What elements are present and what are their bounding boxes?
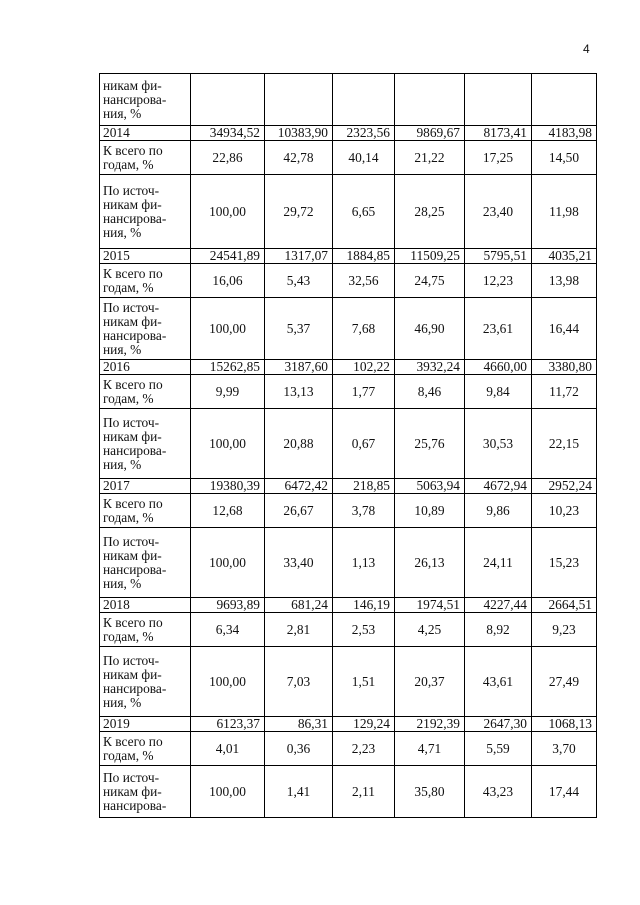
value-cell: 3,78 bbox=[333, 494, 395, 528]
value-cell: 4183,98 bbox=[532, 126, 597, 141]
value-cell: 6,65 bbox=[333, 175, 395, 249]
row-label: По источ-никам фи-нансирова-ния, % bbox=[100, 409, 191, 479]
value-cell: 22,86 bbox=[191, 141, 265, 175]
table-row bbox=[100, 175, 597, 249]
year-row bbox=[100, 360, 597, 375]
table-row bbox=[100, 74, 597, 126]
value-cell: 2323,56 bbox=[333, 126, 395, 141]
value-cell: 1,77 bbox=[333, 375, 395, 409]
value-cell: 5,37 bbox=[265, 298, 333, 360]
value-cell: 4,71 bbox=[395, 732, 465, 766]
value-cell: 9869,67 bbox=[395, 126, 465, 141]
value-cell: 11,72 bbox=[532, 375, 597, 409]
table-row bbox=[100, 494, 597, 528]
value-cell: 5063,94 bbox=[395, 479, 465, 494]
value-cell: 9693,89 bbox=[191, 598, 265, 613]
value-cell: 15262,85 bbox=[191, 360, 265, 375]
value-cell: 5,43 bbox=[265, 264, 333, 298]
value-cell: 43,23 bbox=[465, 766, 532, 818]
value-cell: 13,13 bbox=[265, 375, 333, 409]
row-label: По источ-никам фи-нансирова-ния, % bbox=[100, 647, 191, 717]
value-cell: 8,92 bbox=[465, 613, 532, 647]
value-cell: 7,68 bbox=[333, 298, 395, 360]
table-row bbox=[100, 298, 597, 360]
value-cell: 7,03 bbox=[265, 647, 333, 717]
value-cell: 4660,00 bbox=[465, 360, 532, 375]
value-cell: 100,00 bbox=[191, 766, 265, 818]
row-label: По источ-никам фи-нансирова-ния, % bbox=[100, 298, 191, 360]
value-cell bbox=[333, 74, 395, 126]
row-label: К всего по годам, % bbox=[100, 264, 191, 298]
value-cell: 26,67 bbox=[265, 494, 333, 528]
value-cell: 8,46 bbox=[395, 375, 465, 409]
value-cell: 2,23 bbox=[333, 732, 395, 766]
value-cell: 2952,24 bbox=[532, 479, 597, 494]
value-cell bbox=[532, 74, 597, 126]
year-row bbox=[100, 126, 597, 141]
value-cell: 9,84 bbox=[465, 375, 532, 409]
year-row bbox=[100, 479, 597, 494]
table-body bbox=[100, 74, 597, 818]
value-cell: 1068,13 bbox=[532, 717, 597, 732]
value-cell: 3,70 bbox=[532, 732, 597, 766]
year-cell: 2014 bbox=[100, 126, 191, 141]
value-cell: 2647,30 bbox=[465, 717, 532, 732]
value-cell: 23,61 bbox=[465, 298, 532, 360]
value-cell: 10,23 bbox=[532, 494, 597, 528]
value-cell: 2664,51 bbox=[532, 598, 597, 613]
year-cell: 2017 bbox=[100, 479, 191, 494]
year-cell: 2019 bbox=[100, 717, 191, 732]
value-cell: 11,98 bbox=[532, 175, 597, 249]
value-cell: 27,49 bbox=[532, 647, 597, 717]
value-cell: 129,24 bbox=[333, 717, 395, 732]
table-row bbox=[100, 647, 597, 717]
row-label: К всего по годам, % bbox=[100, 494, 191, 528]
value-cell: 20,88 bbox=[265, 409, 333, 479]
value-cell: 40,14 bbox=[333, 141, 395, 175]
value-cell: 100,00 bbox=[191, 528, 265, 598]
table-row bbox=[100, 613, 597, 647]
row-label: К всего по годам, % bbox=[100, 375, 191, 409]
row-label: По источ-никам фи-нансирова- bbox=[100, 766, 191, 818]
value-cell: 24,11 bbox=[465, 528, 532, 598]
value-cell: 4672,94 bbox=[465, 479, 532, 494]
value-cell bbox=[465, 74, 532, 126]
value-cell: 10383,90 bbox=[265, 126, 333, 141]
row-label: По источ-никам фи-нансирова-ния, % bbox=[100, 528, 191, 598]
year-row bbox=[100, 598, 597, 613]
value-cell: 1,51 bbox=[333, 647, 395, 717]
value-cell: 146,19 bbox=[333, 598, 395, 613]
value-cell bbox=[395, 74, 465, 126]
value-cell: 21,22 bbox=[395, 141, 465, 175]
value-cell: 2,11 bbox=[333, 766, 395, 818]
value-cell: 12,23 bbox=[465, 264, 532, 298]
value-cell: 17,44 bbox=[532, 766, 597, 818]
value-cell: 32,56 bbox=[333, 264, 395, 298]
table-row bbox=[100, 141, 597, 175]
row-label: По источ-никам фи-нансирова-ния, % bbox=[100, 175, 191, 249]
value-cell: 0,36 bbox=[265, 732, 333, 766]
table-row bbox=[100, 528, 597, 598]
value-cell: 9,86 bbox=[465, 494, 532, 528]
value-cell: 4035,21 bbox=[532, 249, 597, 264]
value-cell: 4,25 bbox=[395, 613, 465, 647]
value-cell: 100,00 bbox=[191, 298, 265, 360]
row-label: К всего по годам, % bbox=[100, 613, 191, 647]
value-cell: 29,72 bbox=[265, 175, 333, 249]
value-cell: 16,44 bbox=[532, 298, 597, 360]
table-row bbox=[100, 766, 597, 818]
value-cell: 9,99 bbox=[191, 375, 265, 409]
year-cell: 2015 bbox=[100, 249, 191, 264]
value-cell: 6123,37 bbox=[191, 717, 265, 732]
year-cell: 2018 bbox=[100, 598, 191, 613]
year-row bbox=[100, 249, 597, 264]
financing-table bbox=[99, 73, 597, 818]
value-cell: 14,50 bbox=[532, 141, 597, 175]
value-cell: 42,78 bbox=[265, 141, 333, 175]
value-cell: 2,53 bbox=[333, 613, 395, 647]
value-cell: 24,75 bbox=[395, 264, 465, 298]
value-cell: 1884,85 bbox=[333, 249, 395, 264]
value-cell: 218,85 bbox=[333, 479, 395, 494]
value-cell: 23,40 bbox=[465, 175, 532, 249]
row-label: никам фи- нансирова- ния, % bbox=[100, 74, 191, 126]
value-cell: 3380,80 bbox=[532, 360, 597, 375]
value-cell: 10,89 bbox=[395, 494, 465, 528]
value-cell: 34934,52 bbox=[191, 126, 265, 141]
row-label: К всего по годам, % bbox=[100, 732, 191, 766]
value-cell: 2,81 bbox=[265, 613, 333, 647]
value-cell: 13,98 bbox=[532, 264, 597, 298]
value-cell: 8173,41 bbox=[465, 126, 532, 141]
value-cell bbox=[191, 74, 265, 126]
value-cell: 4227,44 bbox=[465, 598, 532, 613]
value-cell: 100,00 bbox=[191, 409, 265, 479]
value-cell: 46,90 bbox=[395, 298, 465, 360]
value-cell: 4,01 bbox=[191, 732, 265, 766]
value-cell: 102,22 bbox=[333, 360, 395, 375]
value-cell: 35,80 bbox=[395, 766, 465, 818]
value-cell: 15,23 bbox=[532, 528, 597, 598]
value-cell: 2192,39 bbox=[395, 717, 465, 732]
value-cell: 100,00 bbox=[191, 647, 265, 717]
value-cell: 681,24 bbox=[265, 598, 333, 613]
value-cell: 26,13 bbox=[395, 528, 465, 598]
value-cell: 3932,24 bbox=[395, 360, 465, 375]
value-cell: 17,25 bbox=[465, 141, 532, 175]
table-row bbox=[100, 732, 597, 766]
value-cell: 3187,60 bbox=[265, 360, 333, 375]
value-cell: 16,06 bbox=[191, 264, 265, 298]
year-row bbox=[100, 717, 597, 732]
value-cell: 1,41 bbox=[265, 766, 333, 818]
value-cell: 25,76 bbox=[395, 409, 465, 479]
value-cell: 28,25 bbox=[395, 175, 465, 249]
value-cell: 20,37 bbox=[395, 647, 465, 717]
value-cell: 6472,42 bbox=[265, 479, 333, 494]
table-row bbox=[100, 375, 597, 409]
value-cell: 12,68 bbox=[191, 494, 265, 528]
page-number: 4 bbox=[583, 42, 590, 56]
value-cell: 1,13 bbox=[333, 528, 395, 598]
value-cell: 9,23 bbox=[532, 613, 597, 647]
value-cell: 86,31 bbox=[265, 717, 333, 732]
value-cell: 5,59 bbox=[465, 732, 532, 766]
value-cell: 100,00 bbox=[191, 175, 265, 249]
value-cell: 33,40 bbox=[265, 528, 333, 598]
value-cell: 1974,51 bbox=[395, 598, 465, 613]
table-row bbox=[100, 264, 597, 298]
value-cell: 22,15 bbox=[532, 409, 597, 479]
value-cell: 19380,39 bbox=[191, 479, 265, 494]
row-label: К всего по годам, % bbox=[100, 141, 191, 175]
value-cell: 11509,25 bbox=[395, 249, 465, 264]
value-cell: 30,53 bbox=[465, 409, 532, 479]
value-cell: 0,67 bbox=[333, 409, 395, 479]
year-cell: 2016 bbox=[100, 360, 191, 375]
value-cell: 5795,51 bbox=[465, 249, 532, 264]
value-cell: 43,61 bbox=[465, 647, 532, 717]
value-cell: 1317,07 bbox=[265, 249, 333, 264]
value-cell: 6,34 bbox=[191, 613, 265, 647]
table-row bbox=[100, 409, 597, 479]
value-cell: 24541,89 bbox=[191, 249, 265, 264]
value-cell bbox=[265, 74, 333, 126]
